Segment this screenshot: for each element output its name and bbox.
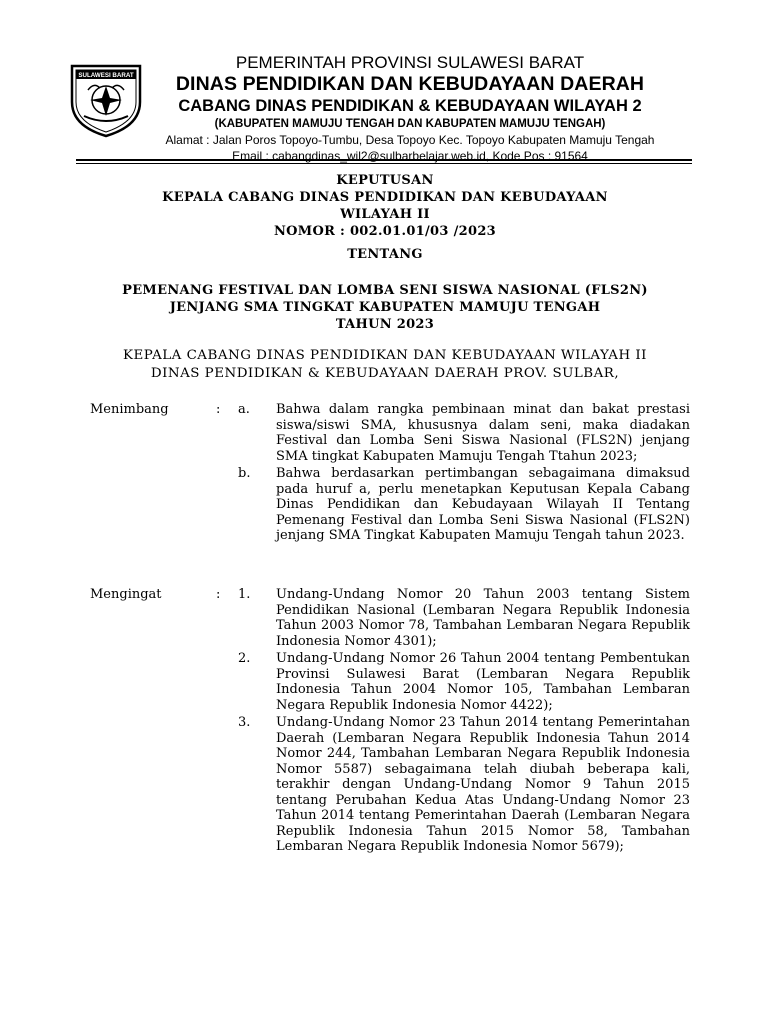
decree-subject-line1: PEMENANG FESTIVAL DAN LOMBA SENI SISWA NASIONAL (FLS2N)	[122, 283, 648, 298]
letterhead-divider-thin	[76, 163, 692, 164]
item-text: Undang-Undang Nomor 23 Tahun 2014 tentang Pemerintahan Daerah (Lembaran Negara Republik Indonesia Tahun 2014 Nomor 244, Tambahan Lembaran Negara Republik Indonesia Nomor 5587) sebagaimana telah diubah beberapa kali, terakhir dengan Undang-Undang Nomor 9 Tahun 2015 tentang Perubahan Kedua Atas Undang-Undang Nomor 23 Tahun 2014 tentang Pemerintahan Daerah (Lembaran Negara Republik Indonesia Tahun 2015 Nomor 58, Tambahan Lembaran Negara Republik Indonesia Nomor 5679);	[276, 715, 690, 854]
considering-item-b	[90, 466, 690, 544]
logo-text: SULAWESI BARAT	[78, 72, 134, 79]
item-marker: 3.	[238, 715, 251, 730]
item-text: Bahwa dalam rangka pembinaan minat dan bakat prestasi siswa/siswi SMA, khususnya dalam seni, maka diadakan Festival dan Lomba Seni Siswa Nasional (FLS2N) jenjang SMA tingkat Kabupaten Mamuju Tengah Ttahun 2023;	[276, 402, 690, 464]
issuing-official-line2: DINAS PENDIDIKAN & KEBUDAYAAN DAERAH PROV. SULBAR,	[150, 366, 620, 381]
recalling-item-2	[90, 651, 690, 713]
considering-label: Menimbang	[90, 402, 169, 417]
decree-type: KEPUTUSAN	[336, 173, 434, 188]
recalling-item-1	[90, 587, 690, 649]
item-marker: b.	[238, 466, 251, 481]
agency-name: DINAS PENDIDIKAN DAN KEBUDAYAAN DAERAH	[175, 73, 645, 95]
issuing-official-line1: KEPALA CABANG DINAS PENDIDIKAN DAN KEBUDAYAAN WILAYAH II	[123, 348, 647, 363]
item-text: Undang-Undang Nomor 20 Tahun 2003 tentang Sistem Pendidikan Nasional (Lembaran Negara Republik Indonesia Tahun 2003 Nomor 78, Tambahan Lembaran Negara Republik Indonesia Nomor 4301);	[276, 587, 690, 649]
decree-issuer-line2: WILAYAH II	[340, 207, 430, 222]
government-name: PEMERINTAH PROVINSI SULAWESI BARAT	[235, 53, 585, 72]
decree-heading	[70, 172, 700, 240]
decree-subject-line2: JENJANG SMA TINGKAT KABUPATEN MAMUJU TENGAH	[169, 300, 601, 315]
item-marker: a.	[238, 402, 250, 417]
address-line: Alamat : Jalan Poros Topoyo-Tumbu, Desa Topoyo Kec. Topoyo Kabupaten Mamuju Tengah	[165, 133, 655, 147]
item-marker: 1.	[238, 587, 251, 602]
letterhead-divider-thick	[76, 159, 692, 161]
item-marker: 2.	[238, 651, 251, 666]
considering-section	[90, 402, 690, 544]
item-text: Undang-Undang Nomor 26 Tahun 2004 tentang Pembentukan Provinsi Sulawesi Barat (Lembaran Negara Republik Indonesia Tahun 2004 Nomor 105, Tambahan Lembaran Negara Republik Indonesia Nomor 4422);	[276, 651, 690, 713]
decree-subject-line3: TAHUN 2023	[335, 317, 435, 332]
letterhead	[140, 52, 680, 164]
email-line: Email : cabangdinas_wil2@sulbarbelajar.web.id, Kode Pos : 91564	[232, 149, 588, 163]
recalling-item-3	[90, 715, 690, 855]
provincial-emblem-logo	[64, 56, 148, 140]
decree-issuer-line1: KEPALA CABANG DINAS PENDIDIKAN DAN KEBUDAYAAN	[162, 190, 608, 205]
decree-number: NOMOR : 002.01.01/03 /2023	[273, 224, 497, 239]
branch-name: CABANG DINAS PENDIDIKAN & KEBUDAYAAN WILAYAH 2	[178, 97, 642, 115]
considering-item-a	[90, 402, 690, 464]
issuing-official	[70, 347, 700, 383]
recalling-label: Mengingat	[90, 587, 162, 602]
item-text: Bahwa berdasarkan pertimbangan sebagaimana dimaksud pada huruf a, perlu menetapkan Keputusan Kepala Cabang Dinas Pendidikan dan Kebudayaan Wilayah II Tentang Pemenang Festival dan Lomba Seni Siswa Nasional (FLS2N) jenjang SMA Tingkat Kabupaten Mamuju Tengah tahun 2023.	[276, 466, 690, 543]
decree-about: TENTANG	[347, 247, 423, 262]
recalling-section	[90, 587, 690, 855]
branch-coverage: (KABUPATEN MAMUJU TENGAH DAN KABUPATEN MAMUJU TENGAH)	[214, 118, 606, 130]
decree-subject	[70, 282, 700, 333]
considering-colon: :	[216, 402, 221, 417]
recalling-colon: :	[216, 587, 221, 602]
